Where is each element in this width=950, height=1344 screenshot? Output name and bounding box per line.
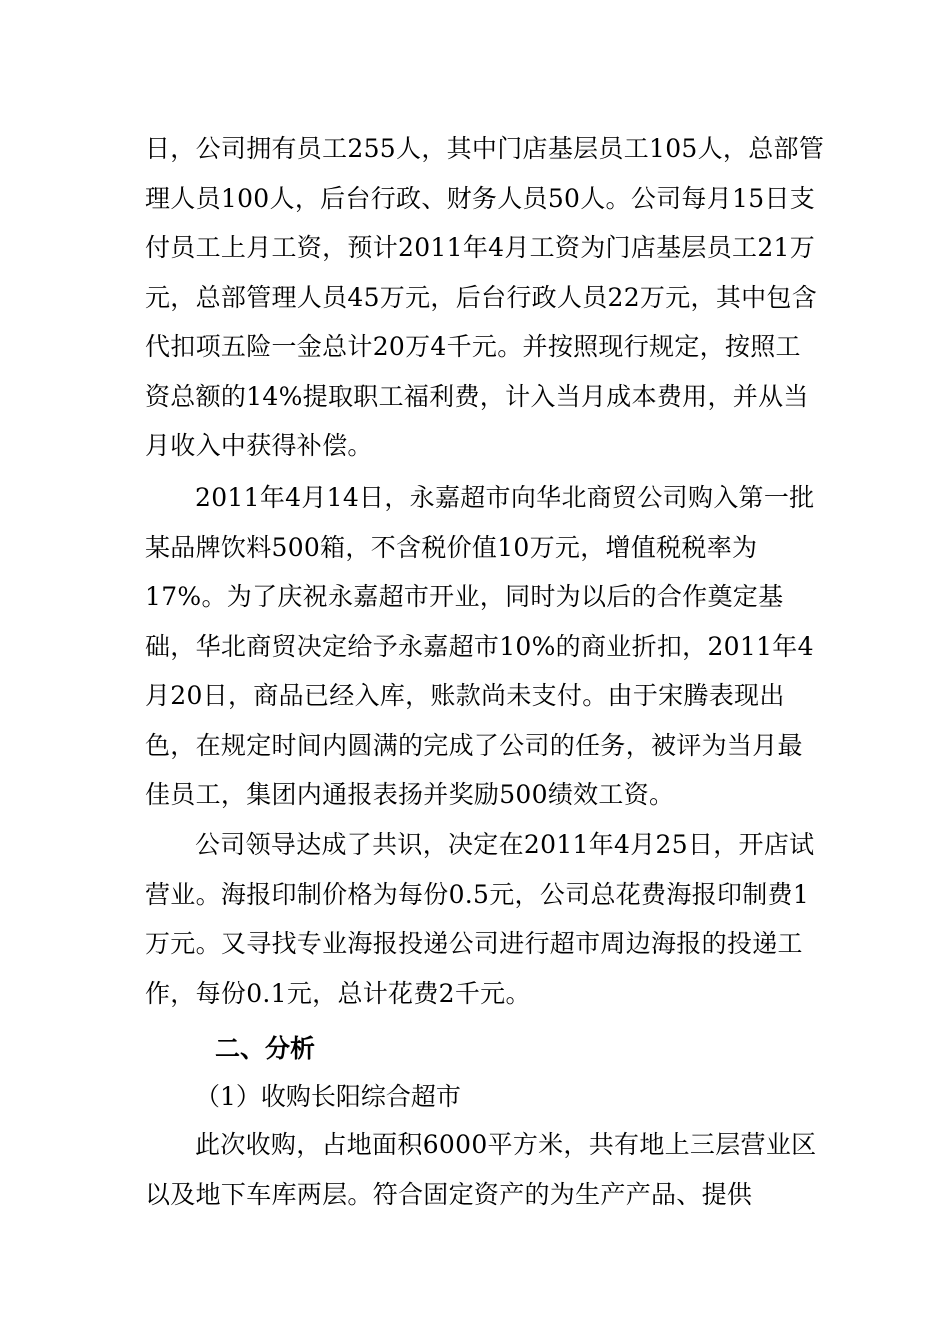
section-heading: 二、分析 bbox=[215, 1034, 316, 1063]
paragraph-employee-wages: 日，公司拥有员工255人，其中门店基层员工105人，总部管理人员100人，后台行政、财务人员50人。公司每月15日支付员工上月工资，预计2011年4月工资为门店基层员工21万元，总部管理人员45万元，后台行政人员22万元，其中包含代扣项五险一金总计20万4千元。并按照现行规定，按照工资总额的14%提取职工福利费，计入当月成本费用，并从当月收入中获得补偿。 bbox=[145, 134, 825, 460]
paragraph-beverage-purchase: 2011年4月14日，永嘉超市向华北商贸公司购入第一批某品牌饮料500箱，不含税价值10万元，增值税税率为17%。为了庆祝永嘉超市开业，同时为以后的合作奠定基础，华北商贸决定给予永嘉超市10%的商业折扣，2011年4月20日，商品已经入库，账款尚未支付。由于宋腾表现出色，在规定时间内圆满的完成了公司的任务，被评为当月最佳员工，集团内通报表扬并奖励500绩效工资。 bbox=[145, 483, 815, 809]
paragraph-store-opening-posters: 公司领导达成了共识，决定在2011年4月25日，开店试营业。海报印制价格为每份0.5元，公司总花费海报印制费1万元。又寻找专业海报投递公司进行超市周边海报的投递工作，每份0.1元，总计花费2千元。 bbox=[145, 830, 815, 1008]
paragraph-acquisition: 此次收购，占地面积6000平方米，共有地上三层营业区以及地下车库两层。符合固定资产的为生产产品、提供 bbox=[145, 1130, 817, 1209]
subsection-heading: （1）收购长阳综合超市 bbox=[195, 1082, 461, 1111]
